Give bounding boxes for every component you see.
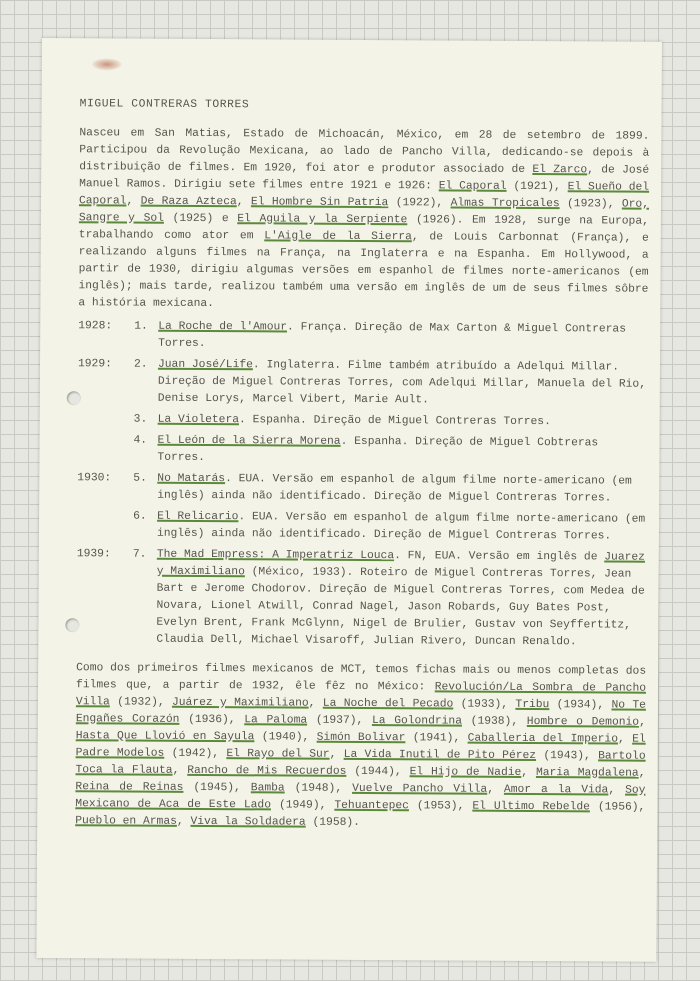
film-title: Juárez y Maximiliano <box>171 696 309 710</box>
text-run: , <box>172 764 188 777</box>
film-title: El Relicario <box>157 510 239 524</box>
film-title: La Paloma <box>244 714 308 727</box>
text-run: , <box>329 748 344 761</box>
film-title: El Aguila y la Serpiente <box>237 213 408 227</box>
filmography-list <box>76 318 648 651</box>
entry-number: 6. <box>133 510 147 523</box>
entry-year <box>77 432 133 466</box>
film-title: El León de la Sierra Morena <box>157 434 341 448</box>
film-title: Maria Magdalena <box>535 767 639 780</box>
text-run: , <box>236 196 251 209</box>
film-title: La Violetera <box>157 413 240 427</box>
film-title: Viva la Soldadera <box>190 815 306 829</box>
entry-text <box>157 471 647 508</box>
entry-number: 2. <box>133 358 148 371</box>
text-run: , <box>639 716 646 729</box>
film-title: Amor a la Vida <box>503 783 609 797</box>
film-title: El Rayo del Sur <box>226 748 330 761</box>
film-title: Hasta Que Llovió en Sayula <box>75 730 255 744</box>
film-title: Rancho de Mis Recuerdos <box>187 764 347 778</box>
entry-year <box>77 508 133 542</box>
film-title: Pueblo en Armas <box>75 815 177 828</box>
entry-text <box>158 357 648 411</box>
film-title: L'Aigle de la Sierra <box>264 230 412 244</box>
entry-year: 1928: <box>78 320 113 333</box>
text-run: , <box>608 784 626 797</box>
text-run: , <box>176 815 191 828</box>
entry-year <box>78 411 134 428</box>
film-title: Bamba <box>250 782 285 795</box>
film-title: La Noche del Pecado <box>322 697 454 711</box>
entry-year: 1929: <box>77 358 112 371</box>
entry-text <box>157 509 647 546</box>
film-title: Hombre o Demonio <box>526 715 640 729</box>
film-title: The Mad Empress: A Imperatriz Louca <box>156 548 395 563</box>
text-run: Como dos primeiros filmes mexicanos de MCT, temos fichas mais ou menos completas dos filmes que, a partir de 1932, êle fêz no México: <box>76 662 647 694</box>
film-title: Soy Mexicano de Aca de Este Lado <box>75 784 646 812</box>
entry-number: 3. <box>133 413 148 426</box>
film-title: La Golondrina <box>371 715 463 728</box>
entry-number: 7. <box>132 548 147 561</box>
filmography-entry <box>78 356 648 410</box>
text-run: . Espanha. Direção de Miguel Cobtreras Torres. <box>157 435 599 465</box>
entry-year: 1939: <box>76 548 111 561</box>
text-run: (México, 1933). Roteiro de Miguel Contreras Torres, Jean Bart e Jerome Chodorov. Direção de Miguel Contreras Torres, com Medea de Novara, Lionel Atwill, Conrad Nagel, Jason Robards, Guy Bates Post, Evelyn Brent, Frank McGlynn, Nigel de Brulier, Gustav von Seyffertitz, Claudia Dell, Michael Visaroff, Julian Rivero, Duncan Renaldo. <box>156 566 645 649</box>
film-title: El Hijo de Nadie <box>409 766 522 779</box>
entry-number: 4. <box>133 434 148 447</box>
text-run: (1945), <box>183 781 251 795</box>
film-title: Juan José/Life <box>157 358 253 372</box>
film-title: La Roche de l'Amour <box>158 320 288 334</box>
text-run: (1934), <box>549 699 612 712</box>
film-title: Caballeria del Imperio <box>467 732 619 746</box>
entry-year: 1930: <box>77 472 112 485</box>
text-run: (1941), <box>405 732 468 745</box>
film-title: Tehuantepec <box>334 799 409 813</box>
text-run: (1921), <box>506 180 568 194</box>
text-run: , <box>617 733 633 746</box>
film-title: El Sueño del Caporal <box>78 181 650 208</box>
text-run: , de Louis Carbonnat (França), e realizando alguns filmes na França, na Inglaterra e na Espanha. Em Hollywood, a partir de 1930, dirigiu algumas versões em espanhol de filmes norte-americanos (em inglês); mais tarde, realizou também uma versão em inglês de um de seus filmes sôbre a história mexicana. <box>78 231 649 311</box>
closing-paragraph <box>75 660 646 833</box>
film-title: Juarez y Maximiliano <box>156 551 646 579</box>
filmography-entry <box>76 546 647 651</box>
text-run: (1925) e <box>163 212 238 226</box>
text-run: (1932), <box>109 696 173 709</box>
text-run: (1933), <box>453 698 516 711</box>
film-title: Vuelve Pancho Villa <box>352 782 488 796</box>
text-run: . Espanha. Direção de Miguel Contreras Torres. <box>238 414 551 429</box>
filmography-entry <box>77 508 647 545</box>
page-title: MIGUEL CONTRERAS TORRES <box>79 98 250 112</box>
text-run: (1942), <box>164 747 227 761</box>
filmography-entry <box>77 470 647 507</box>
entry-text <box>158 319 648 356</box>
text-run: , <box>638 767 646 780</box>
intro-paragraph <box>78 125 649 315</box>
text-run: (1949), <box>270 799 335 812</box>
film-title: El Padre Modelos <box>75 733 646 760</box>
film-title: Almas Tropicales <box>450 197 560 211</box>
text-run: (1944), <box>346 765 410 779</box>
text-run: (1958). <box>305 816 360 829</box>
text-run: (1923), <box>559 198 622 211</box>
document-body <box>75 96 649 833</box>
text-run: (1937), <box>307 714 373 728</box>
film-title: Reina de Reinas <box>75 781 184 794</box>
text-run: . EUA. Versão em espanhol de algum filme norte-americano (em inglês) ainda não identificado. Direção de Miguel Contreras Torres. <box>157 473 632 505</box>
text-run: (1936), <box>179 713 245 727</box>
text-run: , <box>126 195 141 208</box>
text-run: , <box>308 697 323 710</box>
film-title: No Matarás <box>157 472 226 486</box>
entry-text <box>156 547 647 652</box>
text-run: (1922), <box>388 197 451 210</box>
text-run: (1953), <box>408 800 473 813</box>
text-run: (1943), <box>536 750 599 763</box>
entry-number: 5. <box>133 472 147 485</box>
text-run: , <box>487 783 504 796</box>
text-run: , <box>521 766 536 780</box>
text-run: , de José Manuel Ramos. Dirigiu sete filmes entre 1921 e 1926: <box>79 164 650 193</box>
text-run: (1938), <box>461 715 527 728</box>
filmography-entry <box>78 318 648 355</box>
film-title: Revolución/La Sombra de Pancho Villa <box>75 681 647 709</box>
film-title: Tribu <box>515 698 550 712</box>
text-run: Nasceu em San Matias, Estado de Michoacán, México, em 28 de setembro de 1899. Participou da Revolução Mexicana, ao lado de Pancho Villa, dedicando-se depois à distribuição de filmes. Em 1920, foi ator e produtor associado de <box>79 127 650 176</box>
film-title: No Te Engañes Corazón <box>75 699 646 726</box>
entry-text <box>158 412 648 432</box>
entry-number: 1. <box>134 320 148 333</box>
filmography-entry <box>78 411 648 431</box>
film-title: Bartolo Toca la Flauta <box>75 750 646 777</box>
text-run: . FN, EUA. Versão em inglês de <box>394 550 605 564</box>
film-title: El Hombre Sin Patria <box>250 196 389 210</box>
film-title: El Ultimo Rebelde <box>472 800 590 814</box>
film-title: La Vida Inutil de Pito Pérez <box>343 748 537 763</box>
text-run: (1940), <box>254 731 317 744</box>
rust-stain <box>92 58 122 70</box>
film-title: El Zarco <box>532 163 588 177</box>
film-title: Oro, Sangre y Sol <box>78 198 650 225</box>
film-title: De Raza Azteca <box>140 195 237 209</box>
filmography-entry <box>77 432 647 469</box>
text-run: (1926). Em 1928, surge na Europa, trabalhando como ator em <box>78 214 649 243</box>
typed-page <box>36 38 662 962</box>
text-run: (1948), <box>284 782 353 795</box>
text-run: . EUA. Versão em espanhol de algum filme norte-americano (em inglês) ainda não identificado. Direção de Miguel Contreras Torres. <box>156 511 646 543</box>
text-run: (1956), <box>589 801 646 814</box>
text-run: . França. Direção de Max Carton & Miguel Contreras Torres. <box>158 321 627 351</box>
text-run: . Inglaterra. Filme também atribuído a Adelqui Millar. Direção de Miguel Contreras Torres, com Adelqui Millar, Manuela del Rio, Denise Lorys, Marcel Vibert, Marie Ault. <box>157 359 647 407</box>
film-title: El Caporal <box>438 180 507 193</box>
film-title: Simón Bolivar <box>316 731 406 745</box>
entry-text <box>157 433 647 470</box>
